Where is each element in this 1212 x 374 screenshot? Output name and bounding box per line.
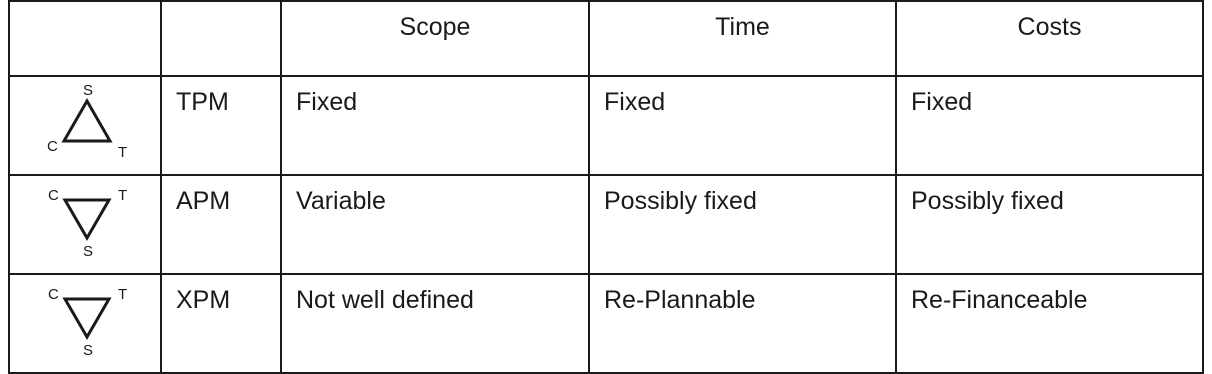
upward-triangle-icon: [38, 81, 136, 161]
inverted-triangle-icon: [38, 279, 136, 359]
scope-cell: Variable: [281, 175, 589, 274]
table-row: [9, 76, 1203, 175]
scope-cell: Not well defined: [281, 274, 589, 373]
costs-cell: Fixed: [896, 76, 1203, 175]
triangle-label-top: S: [83, 82, 94, 99]
method-cell: XPM: [161, 274, 281, 373]
time-cell: Possibly fixed: [589, 175, 896, 274]
method-cell: APM: [161, 175, 281, 274]
triangle-label-left: C: [48, 286, 59, 303]
triangle-label-right: T: [118, 286, 128, 303]
time-cell: Re-Plannable: [589, 274, 896, 373]
header-scope: Scope: [281, 1, 589, 76]
triangle-label-bottom: S: [83, 342, 94, 359]
triangle-label-right: T: [118, 144, 128, 161]
triangle-label-right: T: [118, 187, 128, 204]
costs-cell: Re-Financeable: [896, 274, 1203, 373]
header-method-cell: [161, 1, 281, 76]
table-row: [9, 274, 1203, 373]
header-icon-cell: [9, 1, 161, 76]
header-time: Time: [589, 1, 896, 76]
time-cell: Fixed: [589, 76, 896, 175]
triangle-label-bottom: S: [83, 243, 94, 260]
comparison-table: [8, 0, 1204, 374]
header-costs: Costs: [896, 1, 1203, 76]
method-cell: TPM: [161, 76, 281, 175]
triangle-label-left: C: [47, 138, 58, 155]
triangle-icon-cell: [9, 76, 161, 175]
inverted-triangle-icon: [38, 180, 136, 260]
triangle-icon-cell: [9, 274, 161, 373]
costs-cell: Possibly fixed: [896, 175, 1203, 274]
triangle-icon-cell: [9, 175, 161, 274]
triangle-label-left: C: [48, 187, 59, 204]
header-row: [9, 1, 1203, 76]
table-row: [9, 175, 1203, 274]
scope-cell: Fixed: [281, 76, 589, 175]
